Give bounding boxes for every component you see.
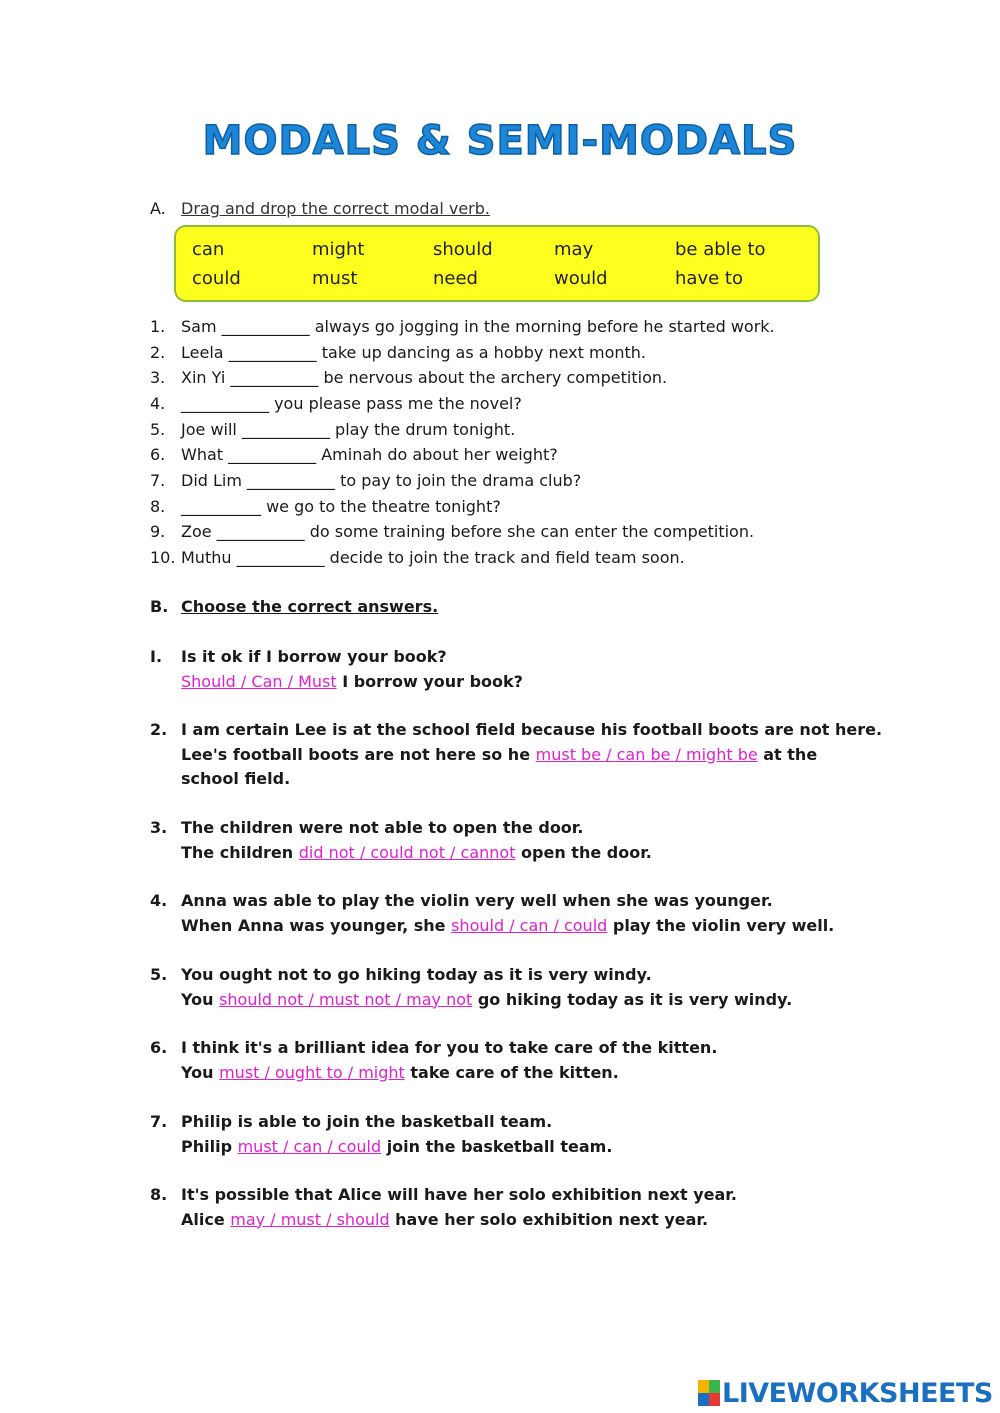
question-text: Sam ___________ always go jogging in the morning before he started work. [181,317,775,336]
question-number: 7. [150,471,166,490]
question-text: Xin Yi ___________ be nervous about the archery competition. [181,368,668,387]
item-prompt: I think it's a brilliant idea for you to take care of the kitten. [181,1038,718,1057]
choice-item [150,1183,910,1232]
question-number: 3. [150,368,166,387]
answer-pre-text: Philip [181,1136,238,1156]
answer-options-dropdown[interactable]: Should / Can / Must [181,671,337,691]
section-b-heading [150,597,438,616]
word-bank-item[interactable]: might [312,239,365,260]
fill-in-question[interactable] [150,343,646,362]
answer-options-dropdown[interactable]: should / can / could [451,915,608,935]
answer-pre-text: Lee's football boots are not here so he [181,744,536,764]
item-prompt: You ought not to go hiking today as it is very windy. [181,965,652,984]
item-answer-line [181,1135,910,1160]
word-bank-item[interactable]: be able to [675,239,766,260]
answer-options-dropdown[interactable]: must / ought to / might [219,1062,405,1082]
word-bank-item[interactable]: must [312,268,358,289]
choice-item [150,718,910,792]
choice-item [150,816,910,865]
fill-in-question[interactable] [150,548,685,567]
logo-text: LIVEWORKSHEETS [722,1377,993,1409]
item-answer-line [181,841,910,866]
choice-item [150,1110,910,1159]
fill-in-question[interactable] [150,522,754,541]
item-number: 8. [150,1185,168,1204]
item-number: 3. [150,818,168,837]
answer-pre-text: Alice [181,1209,231,1229]
question-text: What ___________ Aminah do about her weight? [181,445,558,464]
section-a-letter: A. [150,199,166,218]
word-bank-item[interactable]: could [192,268,241,289]
question-text: __________ we go to the theatre tonight? [181,497,501,516]
section-b-instruction: Choose the correct answers. [181,597,439,616]
answer-options-dropdown[interactable]: must / can / could [237,1136,382,1156]
answer-post-text: join the basketball team. [381,1136,613,1156]
item-prompt: I am certain Lee is at the school field because his football boots are not here. [181,720,883,739]
item-number: 5. [150,965,168,984]
item-number: 7. [150,1112,168,1131]
item-prompt: Anna was able to play the violin very well when she was younger. [181,891,773,910]
item-answer-line [181,914,910,939]
word-bank-item[interactable]: may [554,239,594,260]
fill-in-question[interactable] [150,471,581,490]
item-number: 2. [150,720,168,739]
question-text: Zoe ___________ do some training before she can enter the competition. [181,522,755,541]
fill-in-question[interactable] [150,317,775,336]
item-answer-line [181,743,871,792]
item-answer-line [181,670,910,695]
answer-pre-text: You [181,989,220,1009]
question-number: 9. [150,522,166,541]
item-number: I. [150,647,163,666]
item-answer-line [181,1208,910,1233]
answer-post-text: at the school field. [181,744,818,788]
fill-in-question[interactable] [150,445,558,464]
question-number: 1. [150,317,166,336]
fill-in-question[interactable] [150,394,522,413]
fill-in-question[interactable] [150,497,501,516]
question-number: 2. [150,343,166,362]
question-number: 10. [150,548,176,567]
item-number: 4. [150,891,168,910]
item-number: 6. [150,1038,168,1057]
logo-mark-icon [698,1380,720,1406]
section-a-heading [150,199,490,218]
word-bank-item[interactable]: need [433,268,478,289]
answer-options-dropdown[interactable]: did not / could not / cannot [298,842,516,862]
answer-pre-text: The children [181,842,299,862]
choice-item [150,889,910,938]
word-bank-item[interactable]: should [433,239,493,260]
liveworksheets-logo [698,1377,993,1409]
item-answer-line [181,1061,910,1086]
word-bank [174,225,820,302]
answer-post-text: I borrow your book? [336,671,523,691]
answer-options-dropdown[interactable]: must be / can be / might be [535,744,758,764]
item-prompt: Philip is able to join the basketball team. [181,1112,553,1131]
item-prompt: Is it ok if I borrow your book? [181,647,447,666]
question-text: Joe will ___________ play the drum tonight. [181,420,516,439]
answer-post-text: go hiking today as it is very windy. [472,989,793,1009]
fill-in-question[interactable] [150,368,667,387]
answer-pre-text: When Anna was younger, she [181,915,452,935]
answer-post-text: open the door. [515,842,652,862]
item-prompt: The children were not able to open the door. [181,818,584,837]
answer-options-dropdown[interactable]: should not / must not / may not [219,989,473,1009]
choice-item [150,645,910,694]
answer-pre-text: You [181,1062,220,1082]
question-text: Did Lim ___________ to pay to join the drama club? [181,471,582,490]
word-bank-item[interactable]: can [192,239,225,260]
item-answer-line [181,988,910,1013]
answer-post-text: have her solo exhibition next year. [389,1209,709,1229]
item-prompt: It's possible that Alice will have her solo exhibition next year. [181,1185,737,1204]
word-bank-item[interactable]: have to [675,268,743,289]
answer-options-dropdown[interactable]: may / must / should [230,1209,390,1229]
section-b-letter: B. [150,597,169,616]
word-bank-item[interactable]: would [554,268,608,289]
question-text: Leela ___________ take up dancing as a hobby next month. [181,343,647,362]
question-text: Muthu ___________ decide to join the track and field team soon. [181,548,685,567]
answer-post-text: take care of the kitten. [404,1062,619,1082]
question-number: 4. [150,394,166,413]
worksheet-title: MODALS & SEMI-MODALS [202,118,798,164]
choice-item [150,963,910,1012]
fill-in-question[interactable] [150,420,515,439]
answer-post-text: play the violin very well. [607,915,835,935]
question-number: 5. [150,420,166,439]
question-text: ___________ you please pass me the novel? [181,394,522,413]
choice-item [150,1036,910,1085]
section-a-instruction: Drag and drop the correct modal verb. [181,199,490,218]
question-number: 8. [150,497,166,516]
question-number: 6. [150,445,166,464]
